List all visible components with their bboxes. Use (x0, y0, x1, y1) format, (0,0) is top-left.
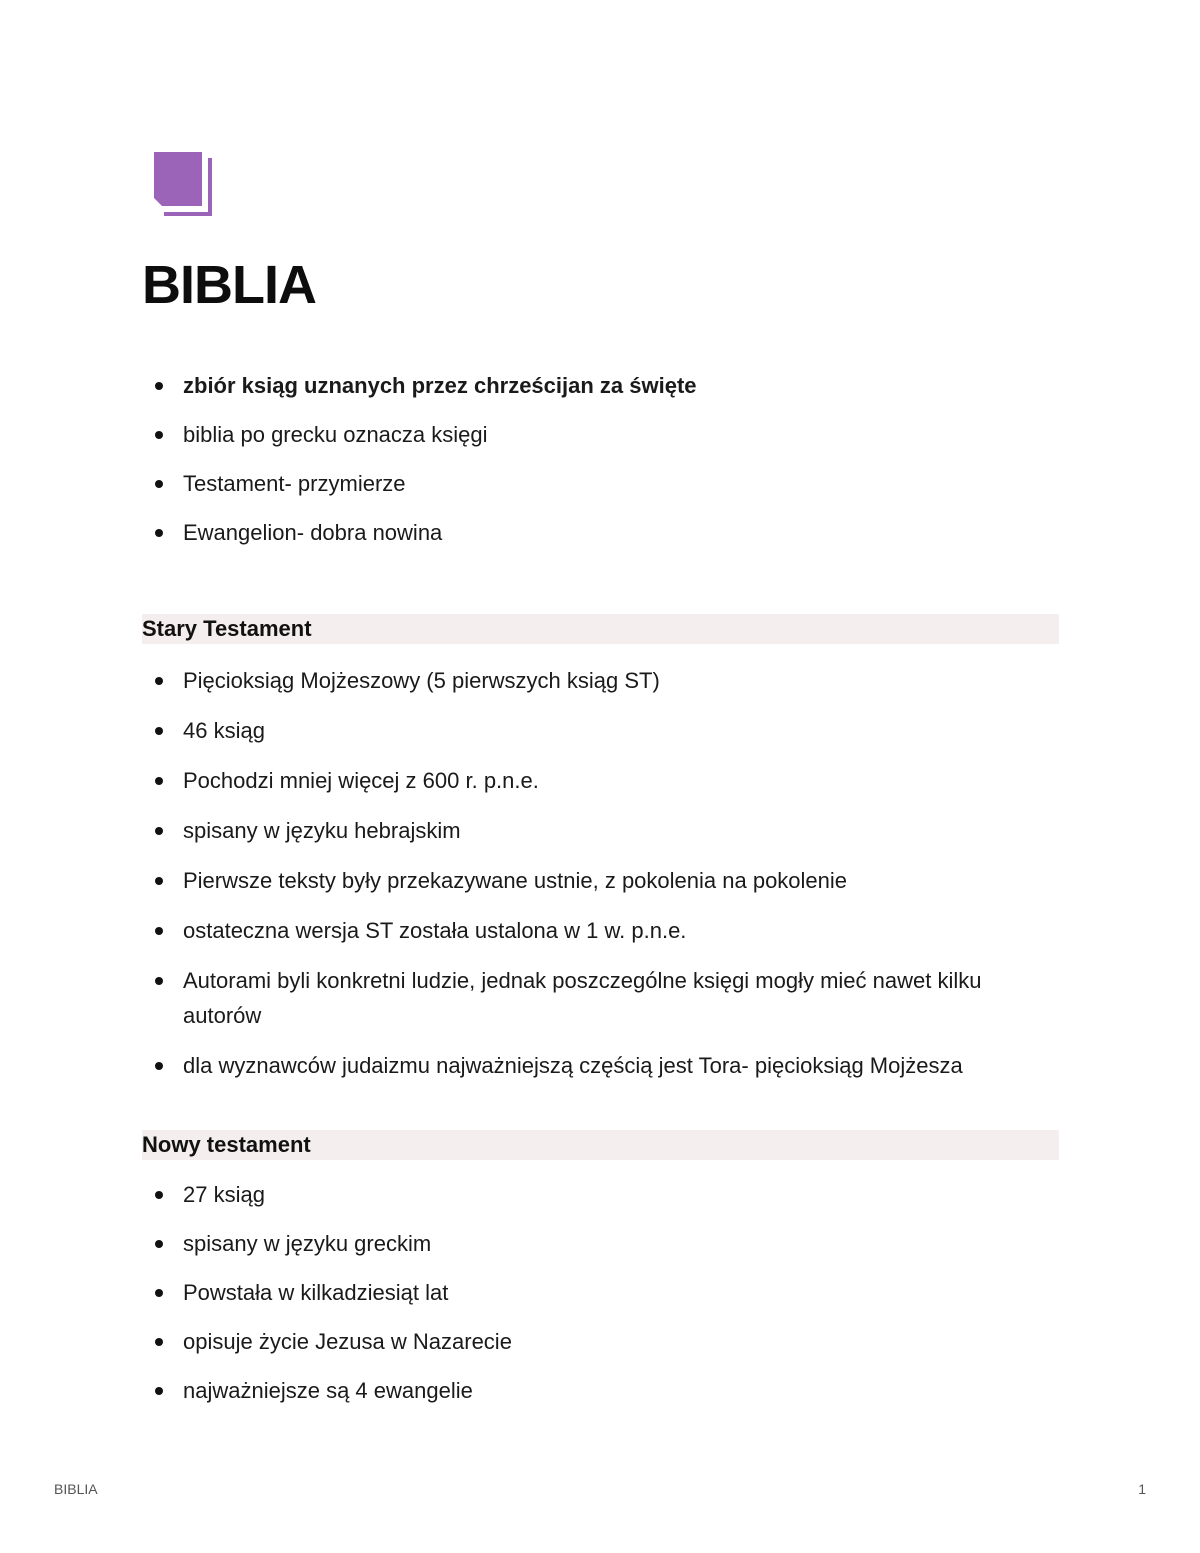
bullet-icon (155, 1387, 163, 1395)
bullet-icon (155, 1191, 163, 1199)
list-item: Pochodzi mniej więcej z 600 r. p.n.e. (142, 763, 1062, 798)
list-item: dla wyznawców judaizmu najważniejszą częścią jest Tora- pięcioksiąg Mojżesza (142, 1048, 1062, 1083)
footer-document-title: BIBLIA (54, 1481, 98, 1497)
list-item: spisany w języku hebrajskim (142, 813, 1062, 848)
bullet-icon (155, 827, 163, 835)
bullet-icon (155, 927, 163, 935)
list-item: Pięcioksiąg Mojżeszowy (5 pierwszych ksiąg ST) (142, 663, 1062, 698)
bullet-icon (155, 1289, 163, 1297)
bullet-icon (155, 677, 163, 685)
list-item: opisuje życie Jezusa w Nazarecie (142, 1324, 1062, 1359)
bullet-icon (155, 1062, 163, 1070)
bullet-icon (155, 1240, 163, 1248)
page-title: BIBLIA (142, 255, 316, 315)
page-number: 1 (1138, 1481, 1146, 1497)
bullet-icon (155, 382, 163, 390)
section-heading-nowy-testament: Nowy testament (142, 1130, 1059, 1160)
list-item: spisany w języku greckim (142, 1226, 1062, 1261)
list-item: 27 ksiąg (142, 1177, 1062, 1212)
stary-testament-list (142, 663, 1062, 1098)
list-item: Powstała w kilkadziesiąt lat (142, 1275, 1062, 1310)
list-item: zbiór ksiąg uznanych przez chrześcijan za święte (142, 368, 1062, 403)
list-item: Autorami byli konkretni ludzie, jednak poszczególne księgi mogły mieć nawet kilku autorów (142, 963, 1062, 1033)
bullet-icon (155, 431, 163, 439)
nowy-testament-list (142, 1177, 1062, 1422)
list-item: biblia po grecku oznacza księgi (142, 417, 1062, 452)
bullet-icon (155, 480, 163, 488)
list-item: 46 ksiąg (142, 713, 1062, 748)
list-item: najważniejsze są 4 ewangelie (142, 1373, 1062, 1408)
bullet-icon (155, 1338, 163, 1346)
book-icon (152, 150, 216, 218)
list-item: Testament- przymierze (142, 466, 1062, 501)
list-item: ostateczna wersja ST została ustalona w 1 w. p.n.e. (142, 913, 1062, 948)
bullet-icon (155, 777, 163, 785)
bullet-icon (155, 877, 163, 885)
section-heading-stary-testament: Stary Testament (142, 614, 1059, 644)
bullet-icon (155, 977, 163, 985)
intro-list (142, 368, 1062, 564)
list-item: Pierwsze teksty były przekazywane ustnie, z pokolenia na pokolenie (142, 863, 1062, 898)
list-item: Ewangelion- dobra nowina (142, 515, 1062, 550)
bullet-icon (155, 529, 163, 537)
bullet-icon (155, 727, 163, 735)
